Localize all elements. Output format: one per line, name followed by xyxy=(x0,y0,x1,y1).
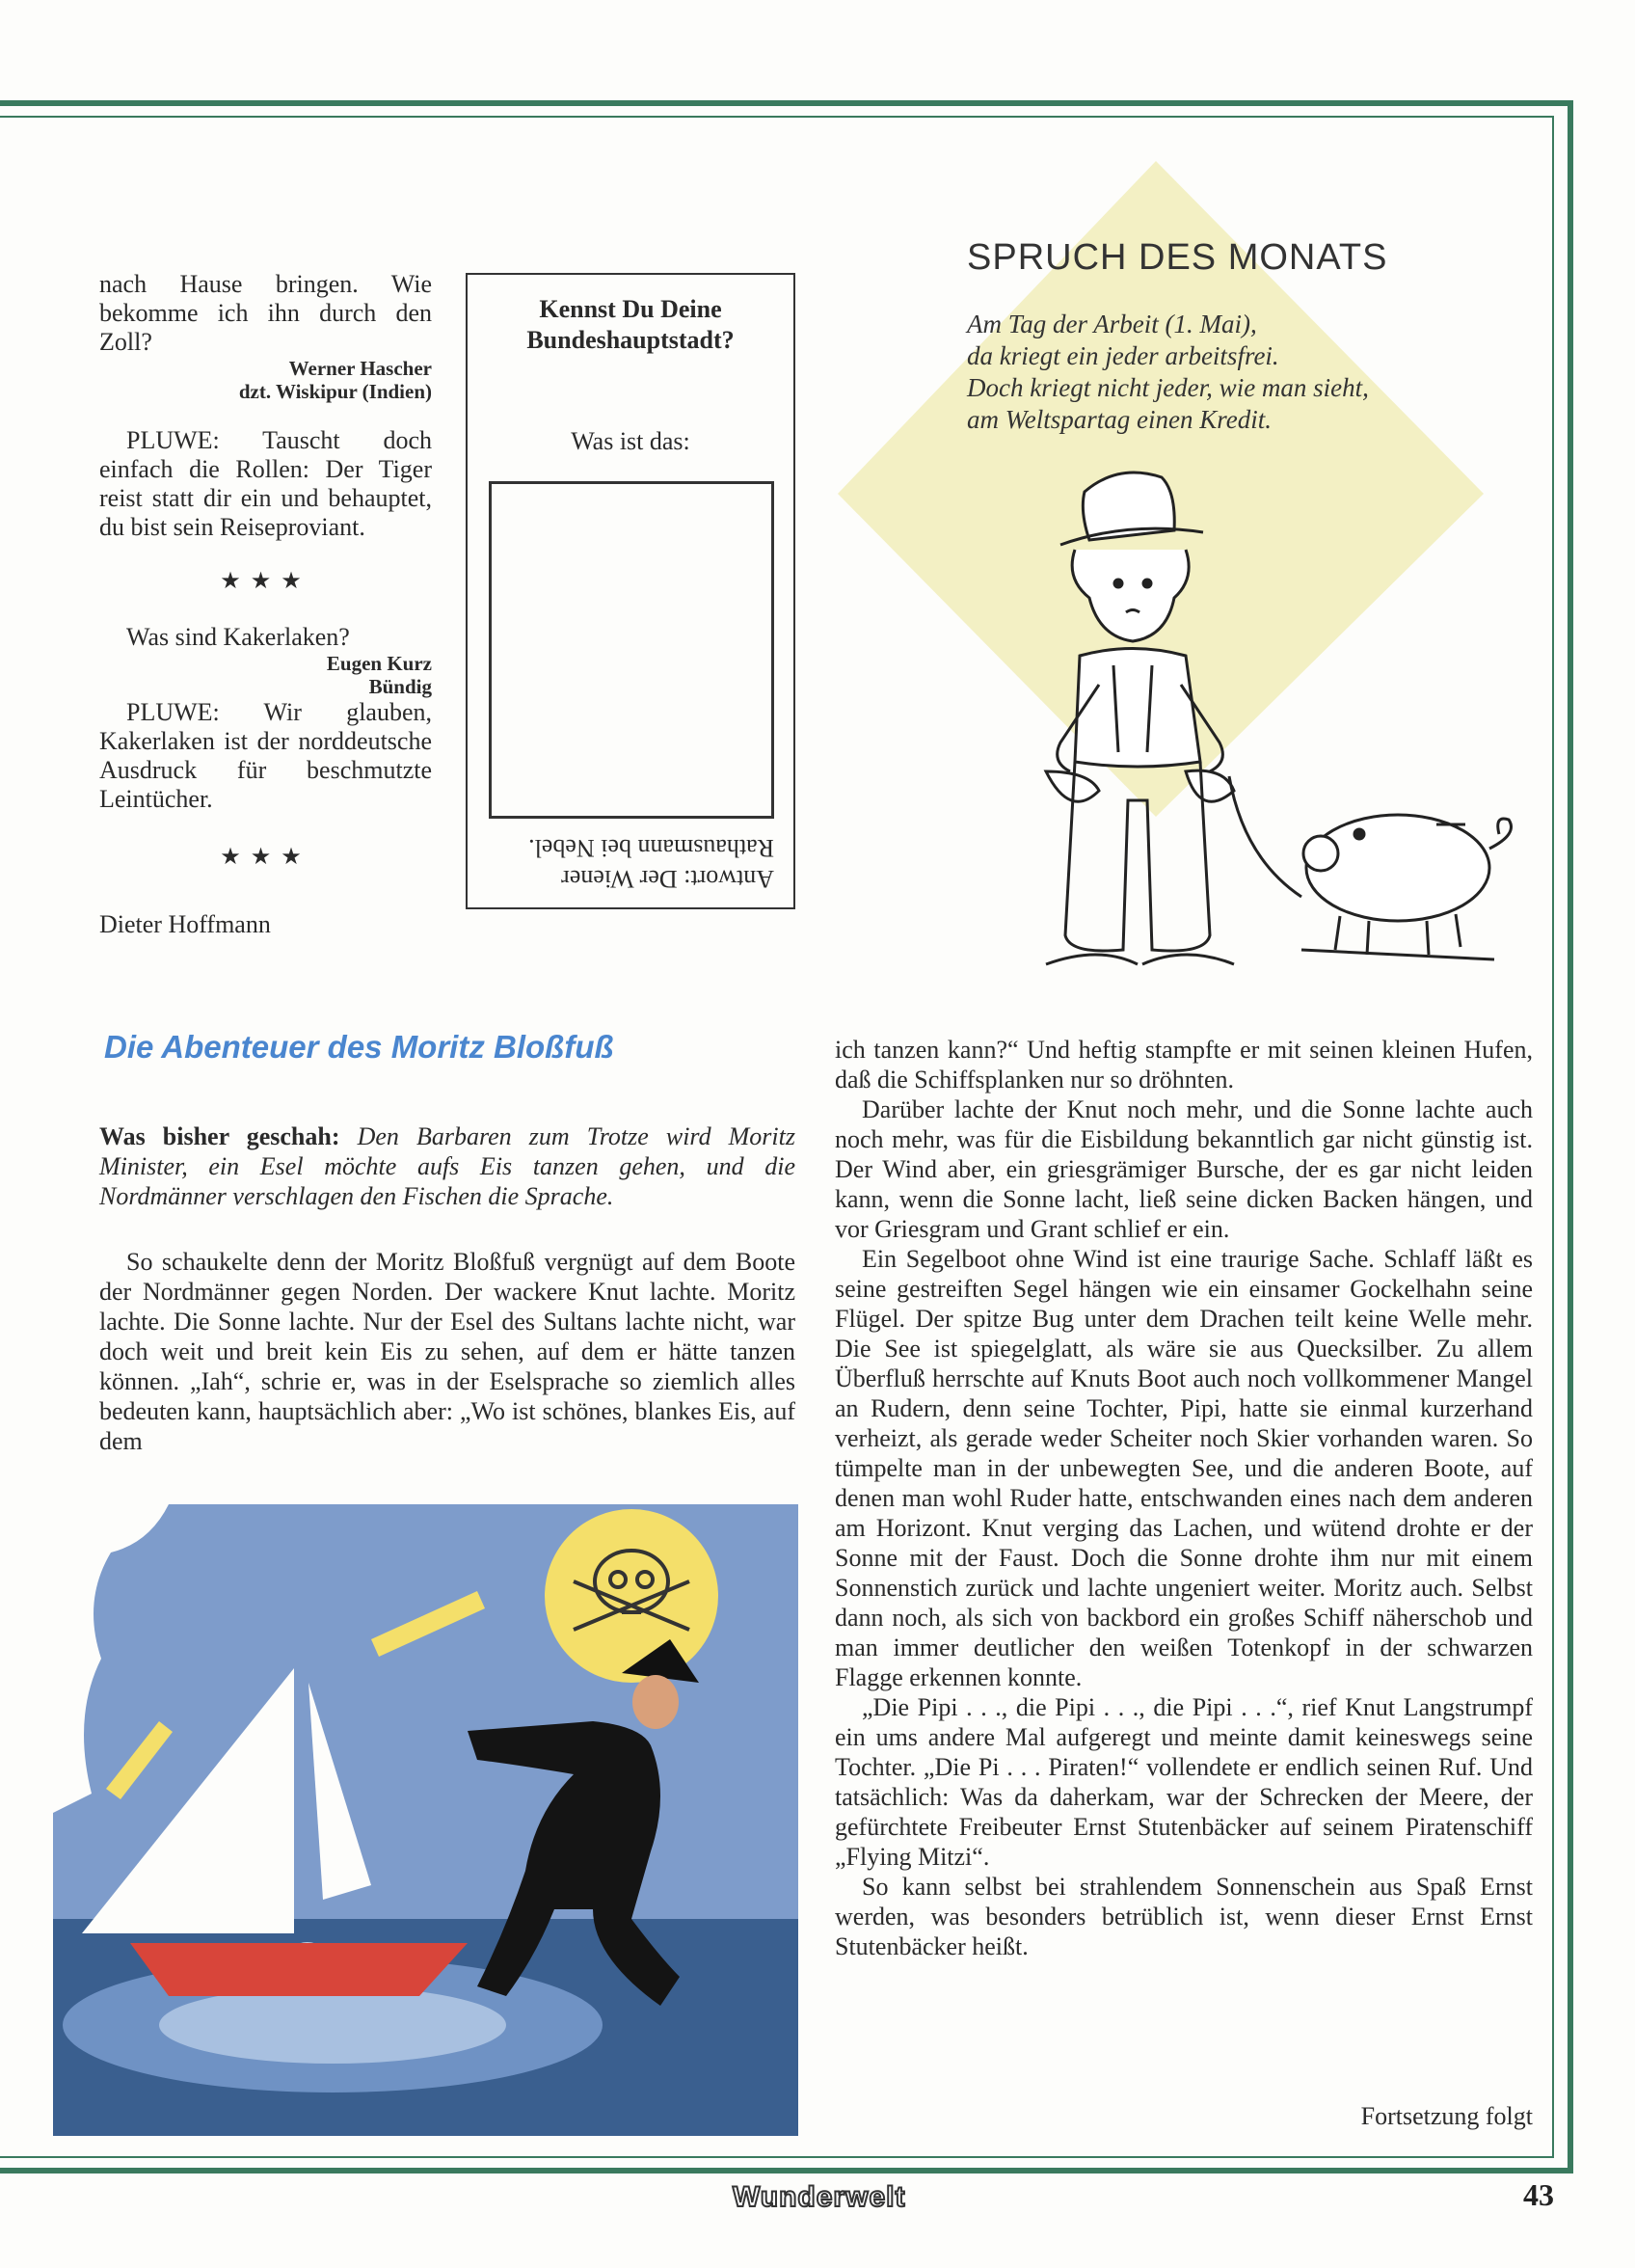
story-paragraph: Darüber lachte der Knut noch mehr, und die Sonne lachte auch noch mehr, was für die Eisbildung bekanntlich gar nicht günstig ist. Der Wind aber, ein griesgrämiger Bursche, der es gar nicht leiden kann, wenn die Sonne lacht, ließ seine dicken Backen hängen, und vor Griesgram und Grant schlief er ein. xyxy=(835,1095,1533,1243)
pirate-sailboat-illustration xyxy=(53,1504,798,2136)
story-paragraph: „Die Pipi . . ., die Pipi . . ., die Pipi . . .“, rief Knut Langstrumpf ein ums andere Mal aufgeregt und meinte damit keineswegs seine Tochter. „Die Pi . . . Piraten!“ vollendete er endlich seinen Ruf. Und tatsächlich: Was da daherkam, war der Schrecken der Meere, der gefürchtete Freibeuter Ernst Stutenbäcker auf seinem Piratenschiff „Flying Mitzi“. xyxy=(835,1693,1533,1871)
quiz-question: Was ist das: xyxy=(571,427,690,455)
motto-line: am Weltspartag einen Kredit. xyxy=(967,405,1272,434)
signature-2-name: Eugen Kurz xyxy=(326,652,432,675)
recap-text: Den Barbaren zum Trotze wird Moritz Minister, ein Esel möchte aufs Eis tanzen gehen, und die Nordmänner verschlagen den Fischen die Sprache. xyxy=(99,1122,795,1210)
signature-1-name: Werner Hascher xyxy=(288,357,432,380)
story-recap xyxy=(99,1121,795,1211)
motto-line: da kriegt ein jeder arbeitsfrei. xyxy=(967,341,1279,370)
signature-2-place: Bündig xyxy=(368,675,432,698)
separator-stars-2: ★★★ xyxy=(220,845,311,870)
story-body-right xyxy=(835,1035,1533,1961)
letter-text-2: Was sind Kakerlaken? xyxy=(126,623,350,651)
letter-text-1: nach Hause bringen. Wie bekomme ich ihn durch den Zoll? xyxy=(99,270,432,356)
motto-heading: SPRUCH DES MONATS xyxy=(967,237,1388,278)
magazine-logo: Wunderwelt xyxy=(733,2181,906,2213)
recap-label: Was bisher geschah: xyxy=(99,1122,340,1150)
author-name: Dieter Hoffmann xyxy=(99,910,271,938)
continued-note: Fortsetzung folgt xyxy=(1360,2102,1533,2130)
separator-stars-1: ★★★ xyxy=(220,569,311,594)
story-paragraph: ich tanzen kann?“ Und heftig stampfte er mit seinen kleinen Hufen, daß die Schiffsplanken nur so dröhnten. xyxy=(835,1036,1533,1094)
answer-text-1: PLUWE: Tauscht doch einfach die Rollen: Der Tiger reist statt dir ein und behauptet, du bist sein Reiseproviant. xyxy=(99,426,432,541)
story-title: Die Abenteuer des Moritz Bloßfuß xyxy=(104,1029,614,1065)
answer-text-2: PLUWE: Wir glauben, Kakerlaken ist der norddeutsche Ausdruck für beschmutzte Leintücher. xyxy=(99,698,432,813)
story-paragraph: So kann selbst bei strahlendem Sonnenschein aus Spaß Ernst werden, was besonders betrüblich ist, wenn dieser Ernst Ernst Stutenbäcker heißt. xyxy=(835,1873,1533,1960)
story-body-left: So schaukelte denn der Moritz Bloßfuß vergnügt auf dem Boote der Nordmänner gegen Norden. Der wackere Knut lachte. Moritz lachte. Die Sonne lachte. Nur der Esel des Sultans lachte nicht, war doch weit und breit kein Eis zu sehen, auf dem er hätte tanzen können. „Iah“, schrie er, was in der Eselsprache so ziemlich alles bedeuten kann, hauptsächlich aber: „Wo ist schönes, blankes Eis, auf dem xyxy=(99,1248,795,1455)
cartoon-boy-with-piggybank xyxy=(954,453,1552,1012)
letter-column xyxy=(99,270,432,939)
motto-verse xyxy=(967,309,1369,436)
page-number: 43 xyxy=(1523,2177,1554,2212)
quiz-box xyxy=(466,273,795,909)
story-paragraph: Ein Segelboot ohne Wind ist eine traurige Sache. Schlaff läßt es seine gestreiften Segel hängen wie ein einsamer Gockelhahn seine Flügel. Der spitze Bug unter dem Drachen teilt keine Welle mehr. Die See ist spiegelglatt, als wäre sie aus Quecksilber. Zu allem Überfluß herrschte auf Knuts Boot auch noch vollkommener Mangel an Rudern, denn seine Tochter, Pipi, hatte sie einmal kurzerhand verheizt, als gerade weder Scheiter noch Skier vorhanden waren. So tümpelte man in der unbewegten See, und die anderen Boote, auf denen man wohl Ruder hatte, entschwanden eines nach dem anderen am Horizont. Knut verging das Lachen, und wütend drohte er der Sonne mit der Faust. Doch die Sonne drohte ihm nur mit einem Sonnenstich zurück und lachte ungeniert weiter. Moritz auch. Selbst dann noch, als sich von backbord ein großes Schiff näherschob und man immer deutlicher den weißen Totenkopf in der schwarzen Flagge erkennen konnte. xyxy=(835,1245,1533,1691)
motto-line: Am Tag der Arbeit (1. Mai), xyxy=(967,310,1257,338)
quiz-title: Kennst Du Deine Bundeshauptstadt? xyxy=(526,295,735,354)
signature-1-place: dzt. Wiskipur (Indien) xyxy=(238,380,432,403)
motto-line: Doch kriegt nicht jeder, wie man sieht, xyxy=(967,373,1369,402)
quiz-answer-upside-down: Antwort: Der Wiener Rathausmann bei Nebel. xyxy=(528,834,774,893)
quiz-picture-frame xyxy=(489,481,774,819)
